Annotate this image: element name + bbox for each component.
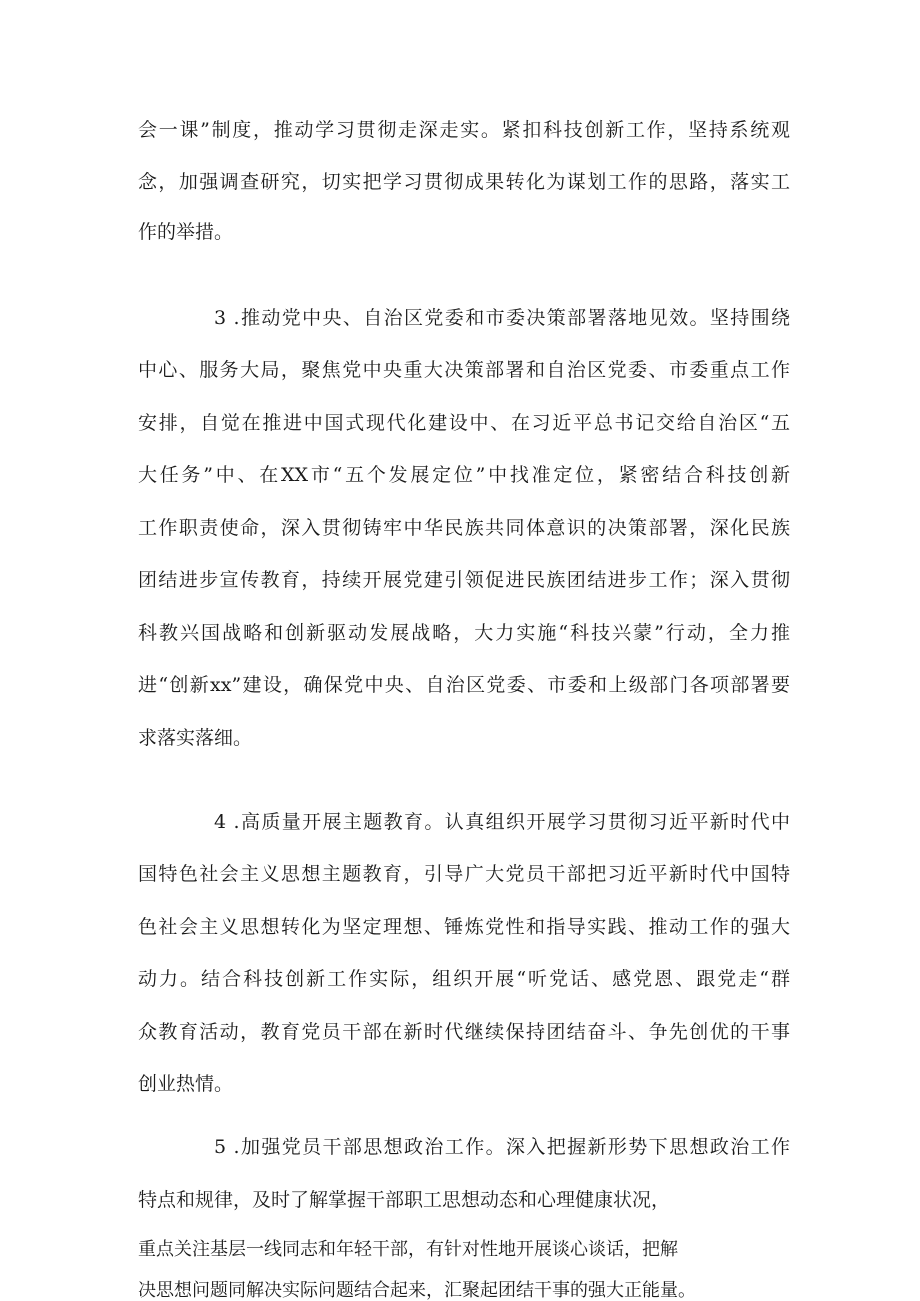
paragraph-line: 中心、服务大局，聚焦党中央重大决策部署和自治区党委、市委重点工作 xyxy=(138,359,790,381)
paragraph-line: 工作职责使命，深入贯彻铸牢中华民族共同体意识的决策部署，深化民族 xyxy=(138,517,790,539)
paragraph-line: 求落实落细。 xyxy=(138,727,253,749)
paragraph-line: 团结进步宣传教育，持续开展党建引领促进民族团结进步工作；深入贯彻 xyxy=(138,569,790,591)
paragraph-line: 5 .加强党员干部思想政治工作。深入把握新形势下思想政治工作 xyxy=(214,1136,790,1158)
paragraph-line: 重点关注基层一线同志和年轻干部，有针对性地开展谈心谈话，把解 xyxy=(138,1239,678,1260)
paragraph-line: 决思想问题同解决实际问题结合起来，汇聚起团结干事的强大正能量。 xyxy=(138,1280,696,1301)
paragraph-line: 安排，自觉在推进中国式现代化建设中、在习近平总书记交给自治区“五 xyxy=(138,412,790,434)
paragraph-line: 进“创新xx”建设，确保党中央、自治区党委、市委和上级部门各项部署要 xyxy=(138,674,790,696)
paragraph-line: 科教兴国战略和创新驱动发展战略，大力实施“科技兴蒙”行动，全力推 xyxy=(138,622,790,644)
paragraph-line: 会一课”制度，推动学习贯彻走深走实。紧扣科技创新工作，坚持系统观 xyxy=(138,119,790,141)
paragraph-line: 众教育活动，教育党员干部在新时代继续保持团结奋斗、争先创优的干事 xyxy=(138,1021,790,1043)
paragraph-line: 3 .推动党中央、自治区党委和市委决策部署落地见效。坚持围绕 xyxy=(214,307,790,329)
paragraph-line: 国特色社会主义思想主题教育，引导广大党员干部把习近平新时代中国特 xyxy=(138,863,790,885)
paragraph-line: 创业热情。 xyxy=(138,1073,234,1095)
paragraph-line: 念，加强调查研究，切实把学习贯彻成果转化为谋划工作的思路，落实工 xyxy=(138,171,790,193)
paragraph-line: 4 .高质量开展主题教育。认真组织开展学习贯彻习近平新时代中 xyxy=(214,811,790,833)
paragraph-line: 动力。结合科技创新工作实际，组织开展“听党话、感党恩、跟党走“群 xyxy=(138,968,790,990)
paragraph-line: 色社会主义思想转化为坚定理想、锤炼党性和指导实践、推动工作的强大 xyxy=(138,916,790,938)
paragraph-line: 特点和规律，及时了解掌握干部职工思想动态和心理健康状况， xyxy=(138,1189,671,1211)
paragraph-line: 作的举措。 xyxy=(138,221,234,243)
paragraph-line: 大任务”中、在XX市“五个发展定位”中找准定位，紧密结合科技创新 xyxy=(138,464,790,486)
